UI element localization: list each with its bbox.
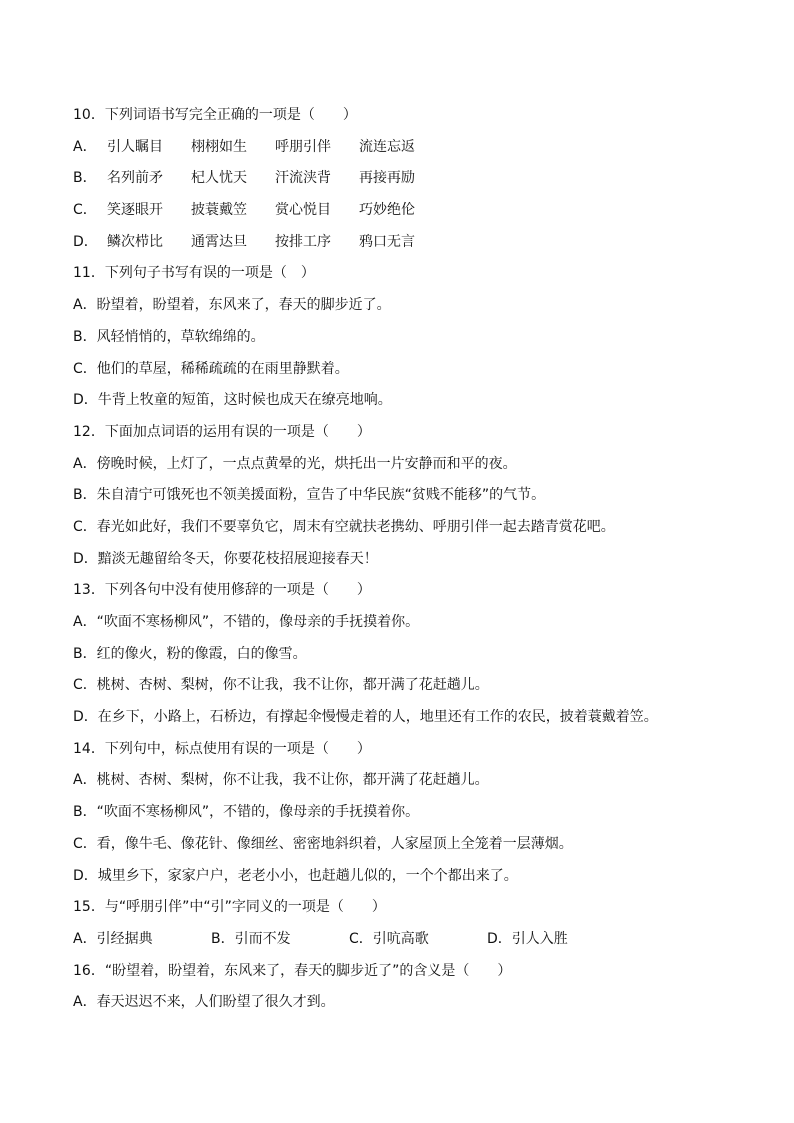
question-13-stem: 13．下列各句中没有使用修辞的一项是（ ） <box>73 582 371 599</box>
question-11-stem: 11．下列句子书写有误的一项是（ ） <box>73 265 315 282</box>
question-15-option-d: D．引人入胜 <box>487 930 568 947</box>
question-14-option-c: C．看，像牛毛、像花针、像细丝、密密地斜织着，人家屋顶上全笼着一层薄烟。 <box>73 835 573 852</box>
question-12-option-a: A．傍晚时候，上灯了，一点点黄晕的光，烘托出一片安静而和平的夜。 <box>73 455 517 472</box>
question-10-option-b: B． 名列前矛 杞人忧天 汗流浃背 再接再励 <box>73 170 415 187</box>
question-11-option-b: B．风轻悄悄的，草软绵绵的。 <box>73 328 265 345</box>
question-14-option-d: D．城里乡下，家家户户，老老小小，也赶趟儿似的，一个个都出来了。 <box>73 867 518 884</box>
question-14-option-b: B．“吹面不寒杨柳风”，不错的，像母亲的手抚摸着你。 <box>73 804 420 821</box>
question-13-option-d: D．在乡下，小路上，石桥边，有撑起伞慢慢走着的人，地里还有工作的农民，披着蓑戴着笠。 <box>73 709 658 726</box>
question-list <box>73 100 733 1019</box>
question-10-option-c: C． 笑逐眼开 披蓑戴笠 赏心悦目 巧妙绝伦 <box>73 202 415 219</box>
question-12-stem: 12．下面加点词语的运用有误的一项是（ ） <box>73 423 371 440</box>
question-14-stem: 14．下列句中，标点使用有误的一项是（ ） <box>73 740 371 757</box>
question-13-option-c: C．桃树、杏树、梨树，你不让我，我不让你，都开满了花赶趟儿。 <box>73 677 489 694</box>
question-12-option-b: B．朱自清宁可饿死也不领美援面粉，宣告了中华民族“贫贱不能移”的气节。 <box>73 487 546 504</box>
question-15-option-a: A．引经据典 <box>73 930 153 947</box>
question-10-option-a: A． 引人瞩目 栩栩如生 呼朋引伴 流连忘返 <box>73 138 415 155</box>
question-14-option-a: A．桃树、杏树、梨树，你不让我，我不让你，都开满了花赶趟儿。 <box>73 772 489 789</box>
question-16-option-a: A．春天迟迟不来，人们盼望了很久才到。 <box>73 994 335 1011</box>
question-15-options <box>73 924 733 956</box>
question-13-option-a: A．“吹面不寒杨柳风”，不错的，像母亲的手抚摸着你。 <box>73 614 420 630</box>
question-15-option-b: B．引而不发 <box>211 930 291 947</box>
question-10-stem: 10．下列词语书写完全正确的一项是（ ） <box>73 107 357 123</box>
question-12-option-c: C．春光如此好，我们不要辜负它，周末有空就扶老携幼、呼朋引伴一起去踏青赏花吧。 <box>73 518 615 535</box>
question-15-option-c: C．引吭高歌 <box>349 930 429 947</box>
question-15-stem: 15．与“呼朋引伴”中“引”字同义的一项是（ ） <box>73 899 386 916</box>
question-13-option-b: B．红的像火，粉的像霞，白的像雪。 <box>73 645 307 662</box>
question-11-option-d: D．牛背上牧童的短笛，这时候也成天在缭亮地响。 <box>73 392 392 409</box>
question-11-option-a: A．盼望着，盼望着，东风来了，春天的脚步近了。 <box>73 297 391 314</box>
question-16-stem: 16．“盼望着，盼望着，东风来了，春天的脚步近了”的含义是（ ） <box>73 962 512 979</box>
question-12-option-d: D．黯淡无趣留给冬天，你要花枝招展迎接春天！ <box>73 550 378 567</box>
question-11-option-c: C．他们的草屋，稀稀疏疏的在雨里静默着。 <box>73 360 349 377</box>
question-10-option-d: D． 鳞次栉比 通霄达旦 按排工序 鸦口无言 <box>73 233 415 250</box>
